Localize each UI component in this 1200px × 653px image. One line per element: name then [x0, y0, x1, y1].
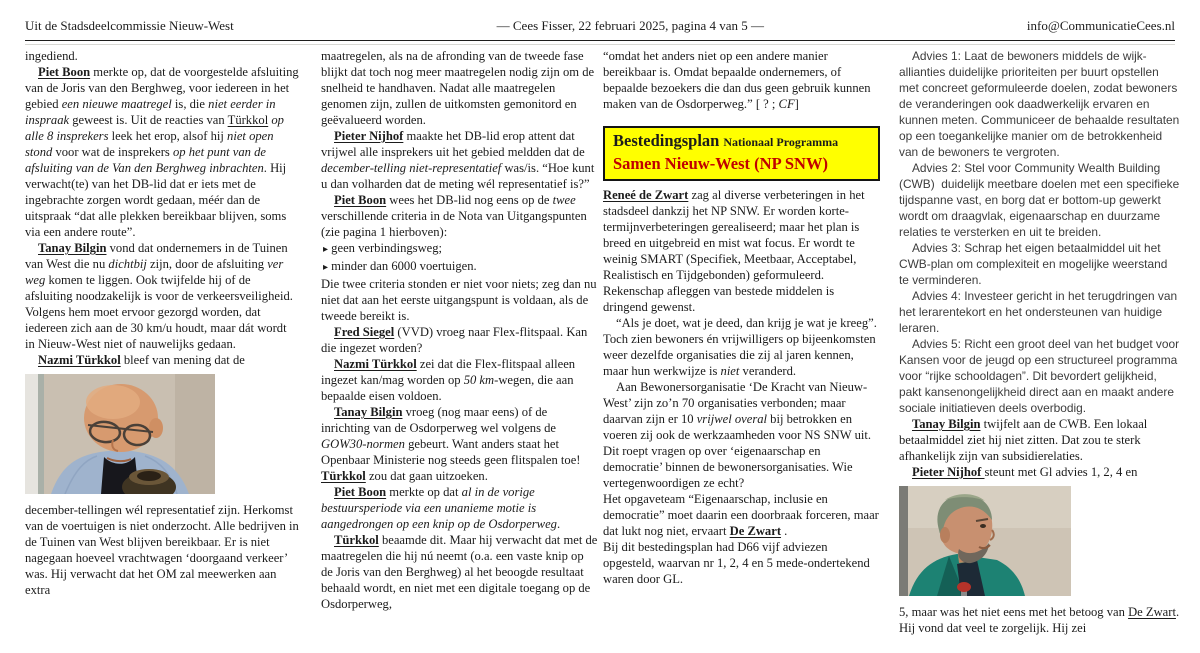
text-run: een nieuwe maatregel — [61, 97, 172, 111]
text-run: (VVD) vroeg naar Flex-flitspaal. Kan die ingezet worden? — [321, 325, 588, 355]
column-4 — [899, 48, 1180, 648]
text-run: was/is. “Hoe kunt u dan volharden dat de meting wél representatief is?” — [321, 161, 595, 191]
text-run: Aan Bewonersorganisatie ‘De Kracht van Nieuw-West’ zijn zo’n 70 organisaties verbonden; maar daarvan zijn er 10 — [603, 380, 868, 426]
text-run: veranderd. — [739, 364, 797, 378]
text-run: maatregelen, als na de afronding van de tweede fase blijkt dat toch nog meer maatregelen nodig zijn om de snelheid te handhaven. Nadat alle maatregelen genomen zijn, zullen de uitkomsten gemonitord en geëvalueerd worden. — [321, 49, 595, 127]
text-run: op alle 8 insprekers — [25, 113, 284, 143]
paragraph — [603, 491, 880, 539]
paragraph — [25, 352, 299, 368]
text-run: Tanay Bilgin — [334, 405, 403, 419]
text-run: Piet Boon — [334, 485, 387, 499]
text-run: . Hij vond dat veel te zorgelijk. Hij zei — [899, 605, 1180, 635]
bullet-icon: ▸ — [323, 244, 329, 255]
heading-sub-text: Nationaal Programma — [723, 135, 839, 149]
paragraph — [321, 324, 598, 356]
photo-nazmi-turkkol — [25, 374, 299, 494]
paragraph — [899, 160, 1180, 240]
text-run: ingediend. — [25, 49, 78, 63]
text-run: Fred Siegel — [334, 325, 395, 339]
text-run: vond dat ondernemers in de Tuinen van West die nu — [25, 241, 288, 271]
text-run: bij betrokken en voeren zij ook de werkzaamheden voor NS SNW uit. Dit roept vragen op over ‘eigenaarschap en democratie’ binnen de bewonersorganisaties. Wie vertegenwoordigen ze echt? — [603, 412, 872, 490]
text-run: december-tellingen wél representatief zijn. Herkomst van de voertuigen is niet onderzocht. Alle bedrijven in de Tuinen van West blijven bereikbaar. Er is niet nagegaan hoeveel vrachtwagen ‘doorgaand verkeer’ was. Hij verwacht dat het OM zal meewerken aan extra — [25, 503, 299, 597]
text-run: . — [556, 517, 561, 531]
paragraph — [899, 604, 1180, 636]
text-run: Piet Boon — [38, 65, 91, 79]
paragraph — [321, 532, 598, 612]
text-run: 50 km — [463, 373, 495, 387]
portrait-photo-illustration — [899, 486, 1071, 596]
text-run: merkte op, dat de voorgestelde afsluiting van de Joris van den Berghweg, voor iedereen in het gebied — [25, 65, 299, 111]
text-run: Pieter Nijhof — [912, 465, 985, 479]
heading-main-text: Bestedingsplan — [613, 131, 720, 150]
text-run: “omdat het anders niet op een andere manier bereikbaar is. Omdat bepaalde ondernemers, of bepaalde bezoekers die dan dus geen gebruik kunnen maken van de Osdorperweg.” [ ? ; — [603, 49, 871, 111]
text-run: zei dat die Flex-flitspaal alleen ingezet kan/mag worden op — [321, 357, 576, 387]
text-run: Die twee criteria stonden er niet voor niets; zeg dan nu niet dat aan het eerste uitgangspunt is voldaan, als de tweede bereikt is. — [321, 277, 597, 323]
text-run: twijfelt aan de CWB. Een lokaal betaalmiddel ziet hij niet zitten. Dat zou te sterk afhankelijk zijn van subsidierelaties. — [899, 417, 1148, 463]
text-run: maakte het DB-lid erop attent dat vrijwel alle insprekers uit het gebied meldden dat de — [321, 129, 585, 159]
list-item — [321, 258, 598, 276]
paragraph — [603, 539, 880, 587]
column-1 — [25, 48, 299, 648]
text-run: Bij dit bestedingsplan had D66 vijf adviezen opgesteld, waarvan nr 1, 2, 4 en 5 mede-ondertekend waren door GL. — [603, 540, 870, 586]
text-run: Advies 2: Stel voor Community Wealth Building (CWB) duidelijk meetbare doelen met een specifieke tijdspanne vast, en borg dat er bottom-up gewerkt wordt om draagvlak, eigenaarschap en duurzame relaties te versterken en uit te breiden. — [899, 161, 1180, 239]
text-run: wees het DB-lid nog eens op de — [386, 193, 553, 207]
paragraph — [899, 416, 1180, 464]
text-run: Advies 3: Schrap het eigen betaalmiddel uit het CWB-plan om complexiteit en mogelijke weerstand te verminderen. — [899, 241, 1168, 287]
paragraph — [603, 379, 880, 491]
paragraph — [603, 315, 880, 379]
text-run: Nazmi Türkkol — [334, 357, 417, 371]
text-run: zou dat gaan uitzoeken. — [365, 469, 488, 483]
text-run: Advies 4: Investeer gericht in het terugdringen van het lerarentekort en het ondersteunen van huidige leraren. — [899, 289, 1178, 335]
header-email-link[interactable]: info@CommunicatieCees.nl — [1026, 18, 1175, 33]
text-run: Pieter Nijhof — [334, 129, 404, 143]
paragraph — [25, 502, 299, 598]
list-item — [321, 240, 598, 258]
page-header — [25, 18, 1175, 34]
text-run: dichtbij — [108, 257, 147, 271]
paragraph — [899, 336, 1180, 416]
paragraph — [25, 48, 299, 64]
text-run: bleef van mening dat de — [120, 353, 245, 367]
paragraph — [321, 356, 598, 404]
text-run: beaamde dit. Maar hij verwacht dat met de maatregelen die hij nú neemt (o.a. een vaste knip op de Joris van den Berghweg) al het beoogde resultaat behaald wordt, en niet met een digitale toegang op de Osdorperweg, — [321, 533, 598, 611]
paragraph — [25, 64, 299, 240]
paragraph — [899, 464, 1180, 480]
text-run: al in de vorige bestuursperiode via een unanieme motie is aangedrongen op een knip op de Osdorperweg — [321, 485, 557, 531]
text-run: Advies 5: Richt een groot deel van het budget voor Kansen voor de jeugd op een structureel programma voor “rijke schooldagen”. Dit bevordert gelijkheid, pakt kansenongelijkheid direct aan en maakt andere sociale initiatieven deels overbodig. — [899, 337, 1180, 415]
section-heading-bestedingsplan — [603, 126, 880, 181]
paragraph — [321, 128, 598, 192]
paragraph — [603, 48, 880, 112]
text-run: . Hij verwacht(te) van het DB-lid dat er iets met de ingebrachte zorgen wordt gedaan, méér dan de uitspraak “dat alle plekken bereikbaar blijven, soms via een andere route”. — [25, 161, 287, 239]
text-run: zag al diverse verbeteringen in het stadsdeel dankzij het NP SNW. Er worden korte-termijnverbeteringen gerealiseerd; maar het plan is breed en uitgebreid en mist wat focus. Er wordt te weinig SMART (Specifiek, Meetbaar, Acceptabel, Realistisch en Tijdgebonden) geformuleerd. Rekenschap afleggen van bestede middelen is dringend gewenst. — [603, 188, 865, 314]
text-run: is, die — [171, 97, 209, 111]
text-run: op het punt van de afsluiting van de Van den Berghweg inbrachten — [25, 145, 266, 175]
paragraph — [25, 240, 299, 352]
text-run: geweest is. Uit de reacties van — [69, 113, 228, 127]
text-run: niet eerder in inspraak — [25, 97, 276, 127]
text-run: vrijwel overal — [696, 412, 768, 426]
text-run: Türkkol — [334, 533, 379, 547]
text-run: 5, maar was het niet eens met het betoog van — [899, 605, 1129, 619]
text-run: geen verbindingsweg; — [328, 241, 443, 255]
text-run: december-telling niet-representatief — [321, 161, 502, 175]
photo-pieter-nijhof — [899, 486, 1180, 596]
text-run: komen te liggen. Ook twijfelde hij of de afsluiting noodzakelijk is voor de verkeersveiligheid. Volgens hem moet ervoor gezorgd worden, dat iedereen zich aan de 30 km/u houdt, maar dát wordt in Nieuw-West niet of nauwelijks gedaan. — [25, 273, 293, 351]
text-run: Nazmi Türkkol — [38, 353, 121, 367]
text-run: Tanay Bilgin — [38, 241, 107, 255]
section-heading-line1 — [613, 130, 870, 153]
text-run: CF — [778, 97, 795, 111]
heading-line2-text: Samen Nieuw-West (NP SNW) — [613, 154, 828, 173]
text-run: niet — [720, 364, 740, 378]
text-run: merkte op dat — [386, 485, 462, 499]
text-run: zijn, door de afsluiting — [146, 257, 268, 271]
paragraph — [899, 288, 1180, 336]
paragraph — [321, 192, 598, 240]
text-run: voor wat de insprekers — [52, 145, 173, 159]
text-run: leek het erop, alsof hij — [108, 129, 228, 143]
text-run: Het opgaveteam “Eigenaarschap, inclusie en democratie” moet daarin een doorbraak forceren, maar dat lukt nog niet, ervaart — [603, 492, 879, 538]
text-run: gebeurt. Want anders staat het Openbaar Ministerie nog steeds geen flitspalen toe! — [321, 437, 590, 467]
header-title: Uit de Stadsdeelcommissie Nieuw-West — [25, 18, 234, 33]
text-run: GOW30-normen — [321, 437, 405, 451]
bullet-icon: ▸ — [323, 262, 329, 273]
paragraph — [899, 240, 1180, 288]
header-divider — [25, 40, 1175, 41]
text-run: ver weg — [25, 257, 284, 287]
text-run: “Als je doet, wat je deed, dan krijg je wat je kreeg”. Toch zien bewoners én vrijwilligers op bijeenkomsten weer dezelfde organisaties die zij al jaren kennen, maar hun werkwijze is — [603, 316, 877, 378]
column-3 — [603, 48, 880, 648]
text-run: De Zwart — [1128, 605, 1176, 619]
text-run: Reneé de Zwart — [603, 188, 689, 202]
text-run: twee — [552, 193, 576, 207]
text-run: Türkkol — [321, 469, 366, 483]
text-run: Türkkol — [227, 113, 269, 127]
paragraph — [321, 484, 598, 532]
text-run: . — [781, 524, 788, 538]
text-run: niet open stond — [25, 129, 274, 159]
text-run: -wegen, die aan bepaalde eisen voldoen. — [321, 373, 574, 403]
portrait-photo-illustration — [25, 374, 215, 494]
text-run: vroeg (nog maar eens) of de inrichting van de Osdorperweg wel volgens de — [321, 405, 557, 435]
header-divider-shadow — [25, 44, 1175, 45]
paragraph — [899, 48, 1180, 160]
text-run: Piet Boon — [334, 193, 387, 207]
header-author-date-page: — Cees Fisser, 22 februari 2025, pagina 4 van 5 — — [496, 18, 764, 33]
text-run: Advies 1: Laat de bewoners middels de wijk-allianties duidelijke prioriteiten per buurt opstellen met concreet geformuleerde doelen, zodat bewoners de veranderingen ook daadwerkelijk ervaren en kunnen meten. Communiceer de behaalde resultaten op een toegankelijke manier om de betrokkenheid van de bewoners te vergroten. — [899, 49, 1180, 159]
paragraph — [321, 48, 598, 128]
text-run: steunt met Gl advies 1, 2, 4 en — [984, 465, 1138, 479]
paragraph — [321, 404, 598, 484]
paragraph — [603, 187, 880, 315]
text-run: verschillende criteria in de Nota van Uitgangspunten (zie pagina 1 hierboven): — [321, 209, 587, 239]
text-run: ] — [794, 97, 799, 111]
text-run: Tanay Bilgin — [912, 417, 981, 431]
paragraph — [321, 276, 598, 324]
text-run: De Zwart — [729, 524, 782, 538]
text-run: minder dan 6000 voertuigen. — [328, 259, 477, 273]
column-2 — [321, 48, 598, 648]
